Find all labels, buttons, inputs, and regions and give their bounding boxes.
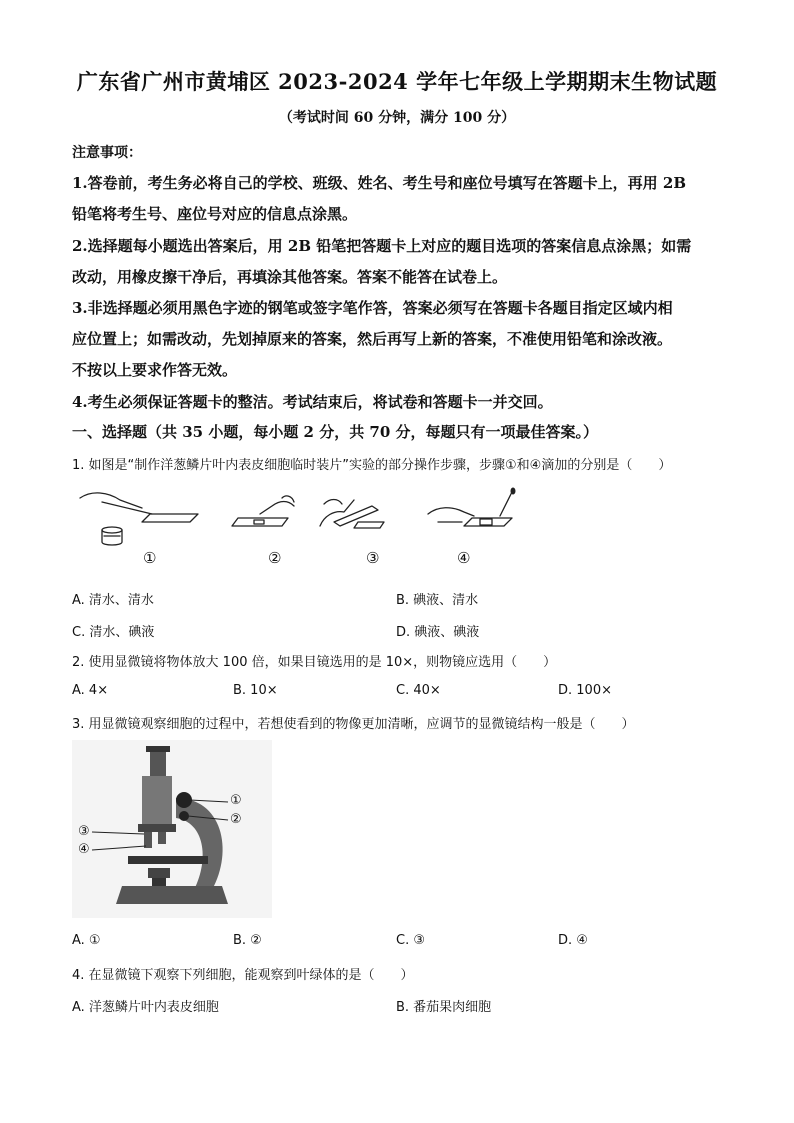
question-2-stem: 2. 使用显微镜将物体放大 100 倍，如果目镜选用的是 10×，则物镜应选用（ ） — [72, 655, 557, 670]
notice-line-8: 4.考生必须保证答题卡的整洁。考试结束后，将试卷和答题卡一并交回。 — [72, 393, 553, 411]
notice-line-5: 3.非选择题必须用黑色字迹的钢笔或签字笔作答，答案必须写在答题卡各题目指定区域内相 — [72, 299, 673, 317]
q3-option-d: D. ④ — [558, 933, 588, 948]
question-1-stem: 1. 如图是“制作洋葱鳞片叶内表皮细胞临时装片”实验的部分操作步骤，步骤①和④滴加的分别是（ ） — [72, 458, 672, 473]
q3-option-c: C. ③ — [396, 933, 425, 948]
step-1-illustration — [80, 493, 198, 545]
q2-option-b: B. 10× — [233, 683, 278, 698]
question-4-stem: 4. 在显微镜下观察下列细胞，能观察到叶绿体的是（ ） — [72, 968, 414, 983]
q1-option-b: B. 碘液、清水 — [396, 593, 479, 608]
microscope-label-2: ② — [230, 812, 242, 827]
step-3-illustration — [320, 500, 384, 529]
step-label-3: ③ — [366, 549, 380, 567]
page-title: 广东省广州市黄埔区 2023-2024 学年七年级上学期期末生物试题 — [76, 69, 718, 94]
step-2-illustration — [232, 496, 294, 526]
notice-line-6: 应位置上；如需改动，先划掉原来的答案，然后再写上新的答案，不准使用铅笔和涂改液。 — [72, 330, 673, 348]
q4-option-a: A. 洋葱鳞片叶内表皮细胞 — [72, 1000, 219, 1015]
step-label-2: ② — [268, 549, 282, 567]
q3-option-a: A. ① — [72, 933, 101, 948]
section-heading: 一、选择题（共 35 小题，每小题 2 分，共 70 分，每题只有一项最佳答案。） — [72, 423, 599, 441]
q1-steps-figure — [72, 486, 532, 548]
step-4-illustration — [428, 488, 516, 527]
q3-option-b: B. ② — [233, 933, 262, 948]
microscope-figure — [72, 740, 272, 918]
notice-line-7: 不按以上要求作答无效。 — [72, 361, 238, 379]
question-3-stem: 3. 用显微镜观察细胞的过程中，若想使看到的物像更加清晰，应调节的显微镜结构一般是（ ） — [72, 717, 635, 732]
notice-line-2: 铅笔将考生号、座位号对应的信息点涂黑。 — [72, 205, 358, 223]
microscope-label-4: ④ — [78, 842, 90, 857]
microscope-label-3: ③ — [78, 824, 90, 839]
step-label-4: ④ — [457, 549, 471, 567]
notice-heading: 注意事项： — [72, 145, 142, 161]
q1-option-d: D. 碘液、碘液 — [396, 625, 480, 640]
step-label-1: ① — [143, 549, 157, 567]
q1-option-a: A. 清水、清水 — [72, 593, 154, 608]
notice-line-1: 1.答卷前，考生务必将自己的学校、班级、姓名、考生号和座位号填写在答题卡上，再用 2B — [72, 174, 687, 192]
notice-line-3: 2.选择题每小题选出答案后，用 2B 铅笔把答题卡上对应的题目选项的答案信息点涂黑；如需 — [72, 237, 692, 255]
exam-duration-subtitle: （考试时间 60 分钟，满分 100 分） — [278, 110, 516, 126]
notice-line-4: 改动，用橡皮擦干净后，再填涂其他答案。答案不能答在试卷上。 — [72, 268, 508, 286]
microscope-label-1: ① — [230, 793, 242, 808]
q2-option-d: D. 100× — [558, 683, 612, 698]
q2-option-a: A. 4× — [72, 683, 109, 698]
q1-option-c: C. 清水、碘液 — [72, 625, 155, 640]
q4-option-b: B. 番茄果肉细胞 — [396, 1000, 492, 1015]
q2-option-c: C. 40× — [396, 683, 441, 698]
